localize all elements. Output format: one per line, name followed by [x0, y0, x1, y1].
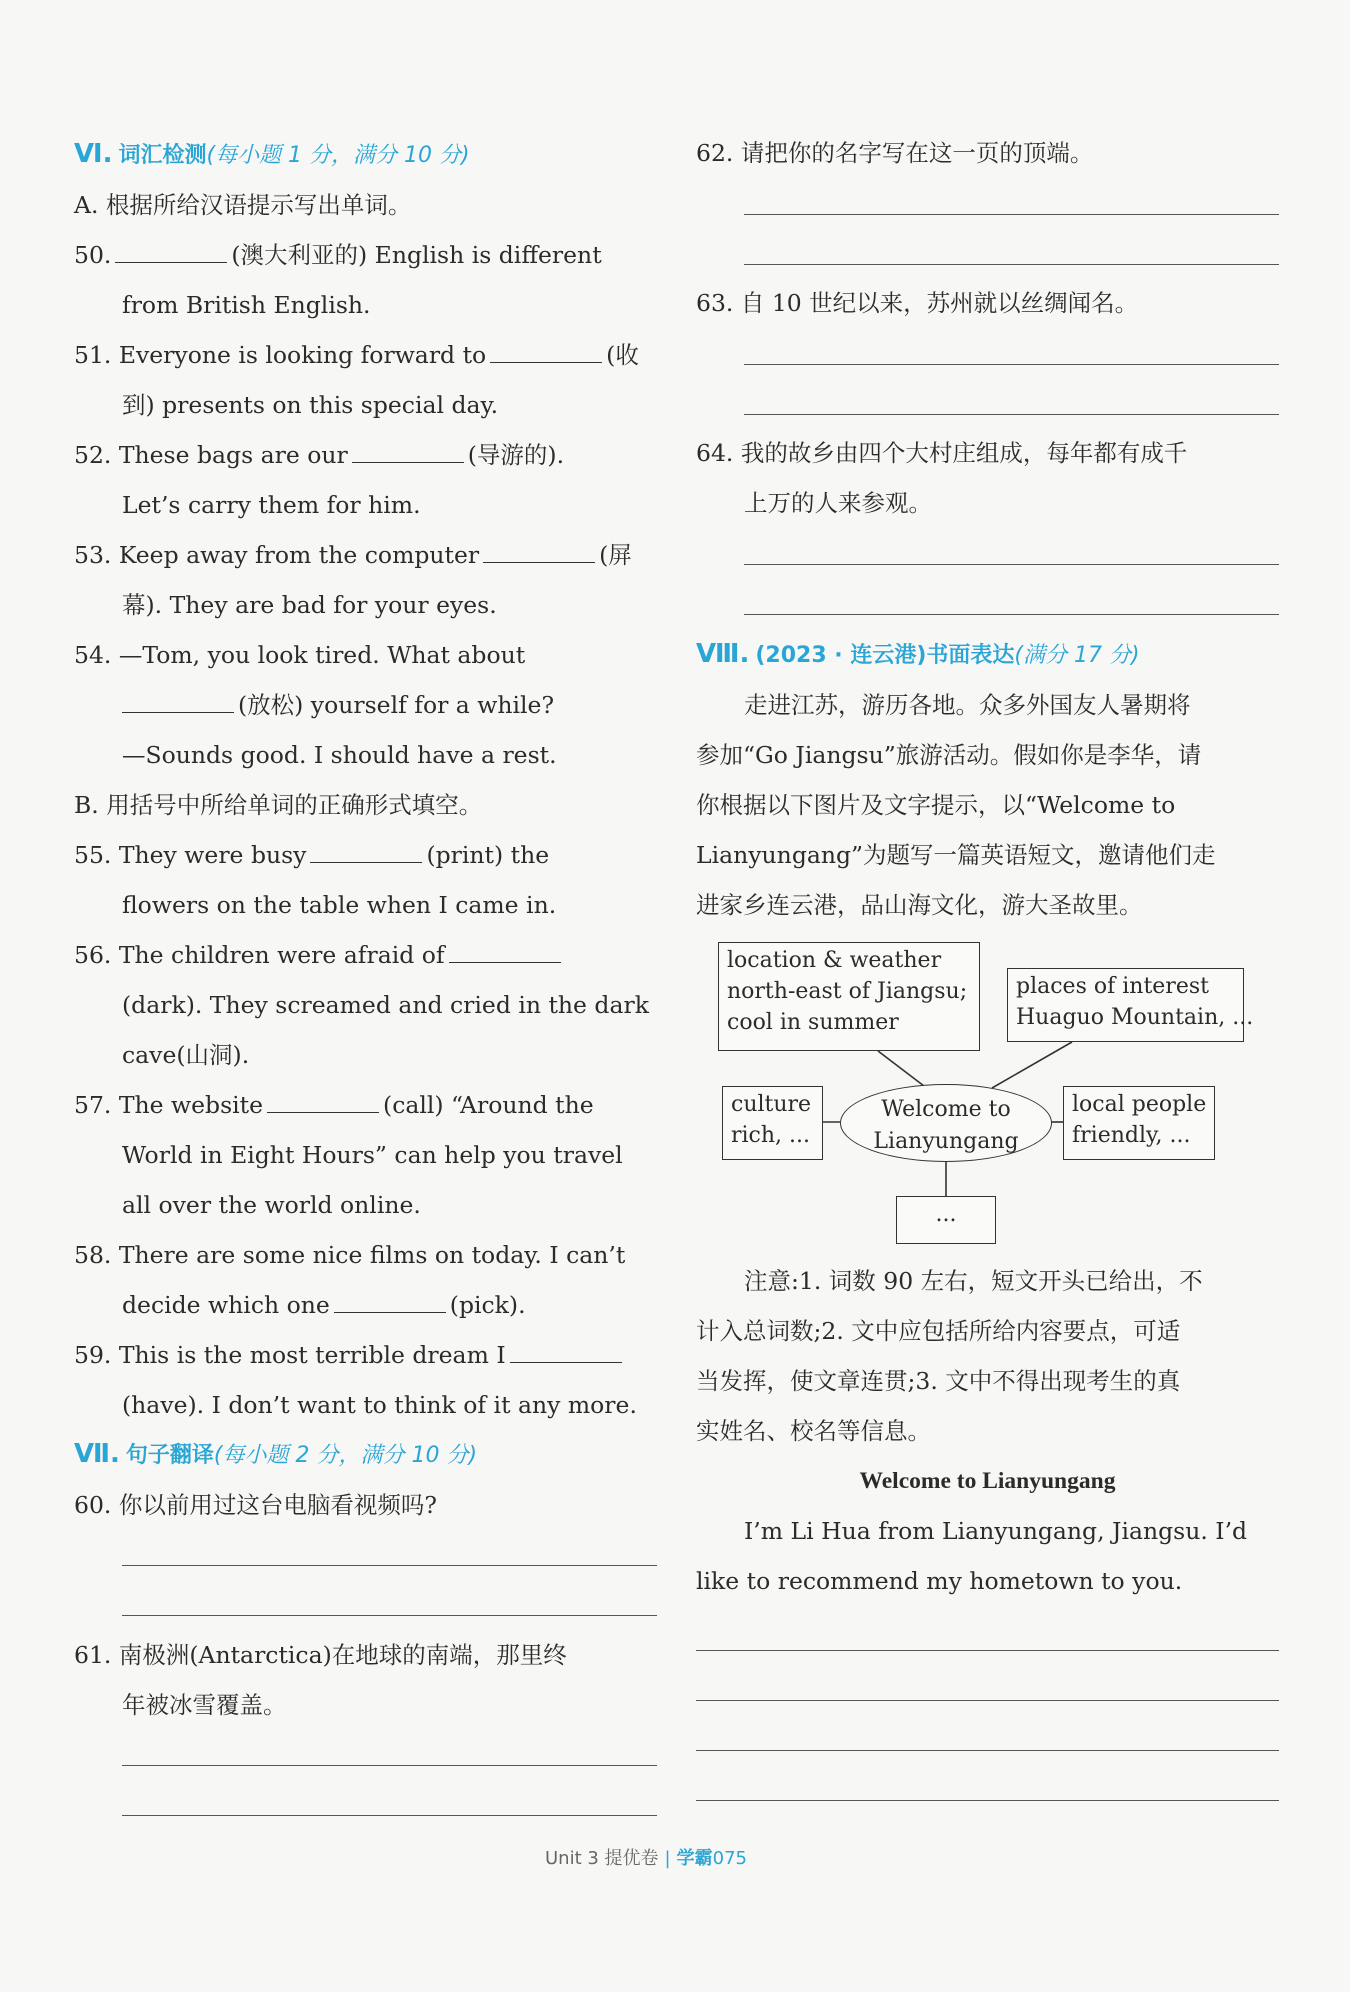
q53-line2: 幕). They are bad for your eyes.	[122, 591, 497, 619]
mind-map-diagram	[712, 940, 1272, 1260]
q60-prompt: 60. 你以前用过这台电脑看视频吗?	[74, 1491, 437, 1519]
note-line4: 实姓名、校名等信息。	[696, 1417, 931, 1445]
q57-line1: 57. The website (call) “Around the	[74, 1091, 594, 1119]
q56-blank[interactable]	[449, 940, 561, 963]
q52-line1: 52. These bags are our (导游的).	[74, 441, 565, 469]
q61-answer-line-2[interactable]	[122, 1815, 657, 1816]
q63-answer-line-1[interactable]	[744, 364, 1279, 365]
q52-line2: Let’s carry them for him.	[122, 491, 421, 519]
q59-line1: 59. This is the most terrible dream I	[74, 1340, 626, 1370]
q57-line2: World in Eight Hours” can help you travel	[122, 1141, 623, 1169]
task-para-line5: 进家乡连云港，品山海文化，游大圣故里。	[696, 891, 1143, 919]
q53-blank[interactable]	[483, 540, 595, 563]
q64-answer-line-2[interactable]	[744, 614, 1279, 615]
q50-line2: from British English.	[122, 291, 371, 319]
section-6-title: Ⅵ. 词汇检测(每小题 1 分，满分 10 分)	[74, 139, 470, 169]
q55-line1: 55. They were busy (print) the	[74, 841, 550, 869]
more-points-box: ...	[896, 1196, 996, 1244]
location-weather-box: location & weather north-east of Jiangsu; cool in summer	[718, 942, 980, 1051]
q61-line2: 年被冰雪覆盖。	[122, 1691, 287, 1719]
page-footer	[545, 1844, 747, 1870]
q55-line2: flowers on the table when I came in.	[122, 891, 557, 919]
q53-line1: 53. Keep away from the computer (屏	[74, 541, 632, 569]
q58-line2: decide which one (pick).	[122, 1291, 526, 1319]
q62-answer-line-1[interactable]	[744, 214, 1279, 215]
q61-line1: 61. 南极洲(Antarctica)在地球的南端，那里终	[74, 1641, 567, 1669]
q56-line1: 56. The children were afraid of	[74, 940, 565, 970]
q58-line1: 58. There are some nice films on today. I can’t	[74, 1241, 626, 1269]
section-8-title: Ⅷ. (2023 · 连云港)书面表达(满分 17 分)	[696, 639, 1140, 669]
q62-prompt: 62. 请把你的名字写在这一页的顶端。	[696, 139, 1094, 167]
task-para-line3: 你根据以下图片及文字提示，以“Welcome to	[696, 791, 1176, 819]
places-of-interest-box: places of interest Huaguo Mountain, ...	[1007, 968, 1244, 1042]
brand-logo: 学霸	[676, 1848, 713, 1869]
essay-start-line2: like to recommend my hometown to you.	[696, 1567, 1183, 1595]
q60-answer-line-1[interactable]	[122, 1565, 657, 1566]
page-number: 075	[712, 1848, 747, 1869]
q59-line2: (have). I don’t want to think of it any more.	[122, 1391, 637, 1419]
note-line1: 注意:1. 词数 90 左右，短文开头已给出，不	[744, 1267, 1203, 1295]
unit-label: Unit 3 提优卷	[545, 1848, 659, 1869]
part-b-instruction: B. 用括号中所给单词的正确形式填空。	[74, 791, 483, 819]
essay-writing-line-4[interactable]	[696, 1800, 1279, 1801]
q57-line3: all over the world online.	[122, 1191, 421, 1219]
task-para-line2: 参加“Go Jiangsu”旅游活动。假如你是李华，请	[696, 741, 1202, 769]
center-ellipse: Welcome to Lianyungang	[840, 1084, 1052, 1162]
q56-line2: (dark). They screamed and cried in the dark	[122, 991, 649, 1019]
q51-line1: 51. Everyone is looking forward to (收	[74, 341, 639, 369]
q51-line2: 到) presents on this special day.	[122, 391, 499, 419]
footer-separator: |	[664, 1848, 671, 1869]
q56-line3: cave(山洞).	[122, 1041, 250, 1069]
essay-writing-line-3[interactable]	[696, 1750, 1279, 1751]
essay-writing-line-1[interactable]	[696, 1650, 1279, 1651]
q55-blank[interactable]	[310, 840, 422, 863]
essay-start-line1: I’m Li Hua from Lianyungang, Jiangsu. I’d	[744, 1517, 1248, 1545]
q58-blank[interactable]	[334, 1290, 446, 1313]
essay-title: Welcome to Lianyungang	[859, 1468, 1116, 1494]
q54-line3: —Sounds good. I should have a rest.	[122, 741, 557, 769]
q54-line2: (放松) yourself for a while?	[122, 690, 554, 720]
q64-line2: 上万的人来参观。	[744, 489, 932, 517]
q61-answer-line-1[interactable]	[122, 1765, 657, 1766]
part-a-instruction: A. 根据所给汉语提示写出单词。	[74, 191, 412, 219]
q63-answer-line-2[interactable]	[744, 414, 1279, 415]
q59-blank[interactable]	[510, 1340, 622, 1363]
culture-box: culture rich, ...	[722, 1086, 823, 1160]
local-people-box: local people friendly, ...	[1063, 1086, 1215, 1160]
q64-answer-line-1[interactable]	[744, 564, 1279, 565]
q64-line1: 64. 我的故乡由四个大村庄组成，每年都有成千	[696, 439, 1188, 467]
task-para-line1: 走进江苏，游历各地。众多外国友人暑期将	[744, 691, 1191, 719]
q52-blank[interactable]	[352, 440, 464, 463]
q62-answer-line-2[interactable]	[744, 264, 1279, 265]
note-line2: 计入总词数;2. 文中应包括所给内容要点，可适	[696, 1317, 1181, 1345]
task-para-line4: Lianyungang”为题写一篇英语短文，邀请他们走	[696, 841, 1216, 869]
q63-prompt: 63. 自 10 世纪以来，苏州就以丝绸闻名。	[696, 289, 1139, 317]
note-line3: 当发挥，使文章连贯;3. 文中不得出现考生的真	[696, 1367, 1181, 1395]
q54-line1: 54. —Tom, you look tired. What about	[74, 641, 526, 669]
q57-blank[interactable]	[267, 1090, 379, 1113]
q51-blank[interactable]	[490, 340, 602, 363]
q60-answer-line-2[interactable]	[122, 1615, 657, 1616]
q50-blank[interactable]	[115, 240, 227, 263]
q54-blank[interactable]	[122, 690, 234, 713]
essay-writing-line-2[interactable]	[696, 1700, 1279, 1701]
q50-line1: 50. (澳大利亚的) English is different	[74, 241, 602, 269]
section-7-title: Ⅶ. 句子翻译(每小题 2 分，满分 10 分)	[74, 1439, 478, 1469]
